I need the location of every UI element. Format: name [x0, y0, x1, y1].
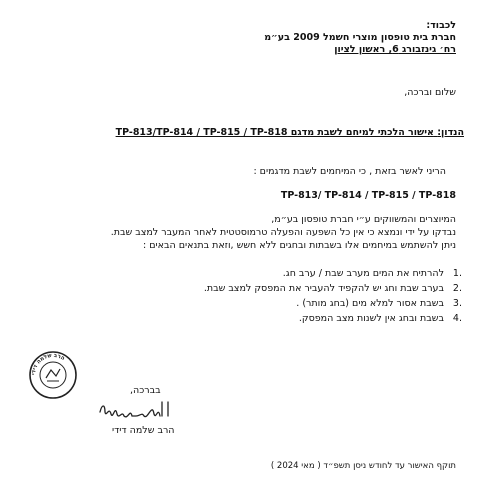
- body-paragraph-line-3: ניתן להשתמש במיחמים אלו בשבתות ובחגים ללא חשש ,וזאת בתנאים הבאים :: [143, 240, 456, 251]
- body-paragraph-line-2: נבדקו על ידי ונמצא כי אין כל השפעה והפעלה טרמוסטטית לאחר המעבר למצב שבת.: [110, 227, 456, 238]
- model-list: TP-813/ TP-814 / TP-815 / TP-818: [280, 190, 456, 201]
- condition-number: 4.: [452, 313, 462, 324]
- condition-text: בשבת אסור למלא מים (בחג מותר) .: [296, 298, 444, 309]
- condition-text: בשבת ובחג אין לשנות מצב המפסק.: [298, 313, 444, 324]
- seal-emblem-icon: [46, 369, 60, 378]
- conditions-list: [203, 266, 462, 326]
- condition-number: 2.: [452, 283, 462, 294]
- recipient-to-label: לכבוד:: [426, 20, 456, 31]
- closing-text: בברכה,: [130, 385, 161, 396]
- body-paragraph-line-1: המיוצרים והמשווקים ע״י חברת טופסון בע״מ,: [271, 214, 456, 225]
- seal-text: הרב שלמה דידי: [30, 352, 66, 376]
- rabbi-seal-stamp: [28, 350, 78, 400]
- condition-number: 1.: [452, 268, 462, 279]
- greeting: שלום וברכה,: [404, 87, 456, 98]
- condition-item: [204, 311, 462, 326]
- condition-item: [203, 281, 462, 296]
- subject-line: [116, 127, 464, 139]
- subject-text: אישור הלכתי למיחם לשבת מדגם TP-813/TP-814 / TP-815 / TP-818: [115, 127, 434, 138]
- recipient-address: רח׳ גינזבורג 6, ראשון לציון: [334, 44, 456, 55]
- body-intro: הריני לאשר בזאת , כי המיחמים לשבת מדגמים :: [253, 166, 446, 177]
- recipient-company: חברת בית טופסון מוצרי חשמל 2009 בע״מ: [264, 32, 456, 43]
- subject-label: הנדון:: [437, 127, 464, 138]
- condition-text: להרתיח את המים מערב שבת / ערב חג.: [282, 268, 444, 279]
- handwritten-signature: [96, 398, 178, 422]
- condition-item: [204, 266, 462, 281]
- condition-text: בערב שבת וחג יש להקפיד להעביר את המפסק למצב שבת.: [203, 283, 444, 294]
- condition-item: [204, 296, 462, 311]
- validity-note: תוקף האישור עד לחודש ניסן תשפ״ד ( מאי 2024 ): [270, 461, 456, 471]
- condition-number: 3.: [452, 298, 462, 309]
- signer-name: הרב שלמה דידי: [112, 425, 175, 436]
